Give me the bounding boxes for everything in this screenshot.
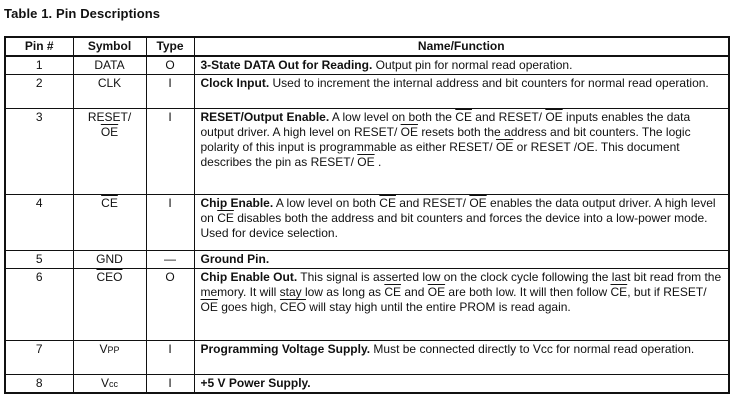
desc-part: enables the data output driver. A high level on (200, 195, 716, 225)
pin-type: I (146, 374, 194, 393)
symbol-main: V (99, 341, 108, 356)
symbol-line-1: $\overline{CE}$ (101, 195, 118, 210)
header-function: Name/Function (194, 37, 729, 56)
table-row (5, 108, 729, 194)
desc-part: . (377, 154, 382, 169)
symbol-subscript: cc (109, 378, 118, 389)
table-row (5, 56, 729, 74)
pin-type: — (146, 250, 194, 268)
symbol-subscript: PP (107, 344, 120, 355)
signal-ce: $\overline{CE}$ (217, 210, 234, 225)
signal-oe: $\overline{OE}$ (357, 154, 375, 169)
function-title: Clock Input. (200, 75, 270, 90)
symbol-line-1: RESET/ (87, 109, 132, 124)
function-title: Chip Enable Out. (200, 269, 298, 284)
pin-number: 8 (5, 374, 73, 393)
pin-number: 3 (5, 108, 73, 194)
function-title: RESET/Output Enable. (200, 109, 330, 124)
function-title: Chip Enable. (200, 195, 274, 210)
signal-ce: $\overline{CE}$ (455, 109, 472, 124)
table-row (5, 250, 729, 268)
symbol-line-2: $\overline{OE}$ (100, 124, 119, 139)
pin-function (194, 74, 729, 108)
table-caption: Table 1. Pin Descriptions (4, 6, 161, 21)
pin-function (194, 56, 729, 74)
pin-type: O (146, 268, 194, 340)
header-symbol: Symbol (73, 37, 146, 56)
desc-part: are both low. It will then follow (448, 284, 608, 299)
symbol-line-1: $\overline{CEO}$ (96, 269, 123, 284)
pin-descriptions-table (4, 36, 730, 394)
signal-oe: $\overline{OE}$ (495, 139, 514, 154)
function-title: +5 V Power Supply. (200, 375, 311, 390)
function-title: Ground Pin. (200, 251, 270, 266)
desc-part: resets both the address and bit counters. The logic polarity of this input is programmable as either RESET/ (200, 124, 691, 154)
pin-symbol (73, 194, 146, 250)
pin-symbol (73, 340, 146, 374)
table-row (5, 268, 729, 340)
function-title: Programming Voltage Supply. (200, 341, 371, 356)
pin-type: I (146, 108, 194, 194)
pin-symbol (73, 108, 146, 194)
desc-part: disables both the address and bit counters and forces the device into a low-power mode. Used for device selection. (200, 210, 708, 240)
table-row (5, 374, 729, 393)
pin-function (194, 108, 729, 194)
pin-number: 2 (5, 74, 73, 108)
pin-number: 7 (5, 340, 73, 374)
function-desc: Must be connected directly to Vcc for normal read operation. (373, 341, 695, 356)
desc-part: goes high, (221, 299, 277, 314)
table-row (5, 194, 729, 250)
pin-type: I (146, 340, 194, 374)
signal-ce: $\overline{CE}$ (379, 195, 396, 210)
pin-type: I (146, 74, 194, 108)
desc-part: A low level on both (275, 195, 376, 210)
desc-part: will stay high until the entire PROM is read again. (309, 299, 571, 314)
symbol-main: V (100, 375, 109, 390)
pin-symbol: GND (73, 250, 146, 268)
pin-number: 1 (5, 56, 73, 74)
signal-oe: $\overline{OE}$ (427, 284, 446, 299)
desc-part: inputs enables the data output driver. A high level on RESET/ (200, 109, 691, 139)
function-title: 3-State DATA Out for Reading. (200, 58, 373, 72)
pin-type: O (146, 56, 194, 74)
pin-function (194, 194, 729, 250)
pin-number: 5 (5, 250, 73, 268)
pin-symbol: DATA (73, 56, 146, 74)
table-row (5, 74, 729, 108)
pin-type: I (146, 194, 194, 250)
pin-number: 4 (5, 194, 73, 250)
signal-oe: $\overline{OE}$ (400, 124, 418, 139)
desc-part: or RESET /OE. This document describes the pin as RESET/ (200, 139, 680, 169)
pin-function (194, 268, 729, 340)
table-row (5, 340, 729, 374)
pin-symbol (73, 374, 146, 393)
function-desc: Output pin for normal read operation. (375, 58, 573, 72)
signal-oe: $\overline{OE}$ (545, 109, 563, 124)
desc-part: and RESET/ (475, 109, 542, 124)
header-pin: Pin # (5, 37, 73, 56)
desc-part: This signal is asserted low on the clock cycle following the last bit read from the memory. It will stay low as long as (200, 269, 722, 299)
pin-symbol (73, 268, 146, 340)
header-type: Type (146, 37, 194, 56)
desc-part: and (404, 284, 425, 299)
signal-oe: $\overline{OE}$ (200, 299, 218, 314)
function-desc: Used to increment the internal address and bit counters for normal read operation. (272, 75, 709, 90)
desc-part: and RESET/ (399, 195, 466, 210)
pin-symbol: CLK (73, 74, 146, 108)
pin-number: 6 (5, 268, 73, 340)
signal-ce: $\overline{CE}$ (384, 284, 402, 299)
desc-part: A low level on both the (331, 109, 452, 124)
table-header-row (5, 37, 729, 56)
signal-ceo: $\overline{CEO}$ (279, 299, 306, 314)
desc-part: , but if RESET/ (627, 284, 707, 299)
signal-ce: $\overline{CE}$ (610, 284, 628, 299)
pin-function (194, 250, 729, 268)
signal-oe: $\overline{OE}$ (469, 195, 487, 210)
pin-function (194, 340, 729, 374)
pin-function (194, 374, 729, 393)
